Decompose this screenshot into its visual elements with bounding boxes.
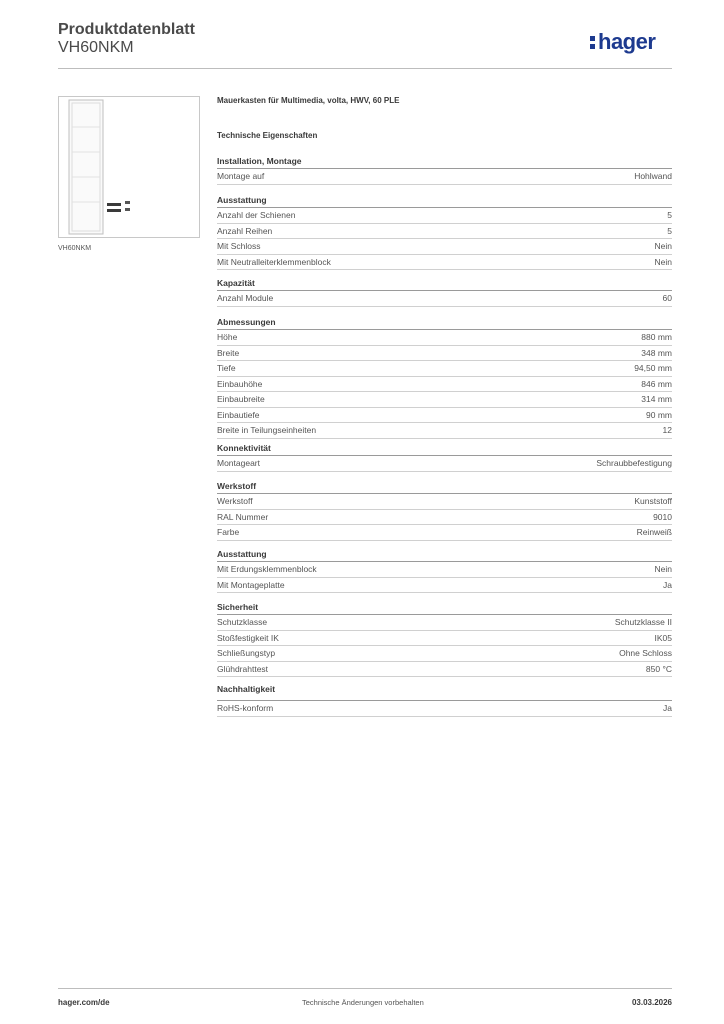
section-title: Werkstoff <box>217 480 672 494</box>
product-image <box>58 96 200 238</box>
spec-label: Montageart <box>217 458 260 468</box>
spec-value: Schraubbefestigung <box>596 458 672 468</box>
section-sicherheit <box>217 601 672 677</box>
spec-label: Glühdrahttest <box>217 663 269 674</box>
spec-value: Ja <box>663 703 672 713</box>
section-kapazitaet <box>217 277 672 307</box>
product-description: Mauerkasten für Multimedia, volta, HWV, 60 PLE <box>217 96 400 105</box>
section-ausstattung-2 <box>217 548 672 593</box>
spec-label: Mit Montageplatte <box>217 579 285 590</box>
logo-dots-icon <box>590 32 596 50</box>
spec-value: Reinweiß <box>636 527 672 537</box>
footer-website: hager.com/de <box>58 998 110 1007</box>
page-title: Produktdatenblatt <box>58 21 195 38</box>
spec-label: Anzahl Module <box>217 293 274 303</box>
spec-label: Mit Neutralleiterklemmenblock <box>217 256 331 267</box>
spec-row <box>217 525 672 541</box>
spec-row <box>217 330 672 346</box>
spec-row <box>217 510 672 526</box>
tech-heading: Technische Eigenschaften <box>217 131 318 140</box>
spec-value: 846 mm <box>641 378 672 389</box>
spec-row <box>217 646 672 662</box>
spec-value: 5 <box>667 225 672 236</box>
header-divider <box>58 68 672 69</box>
spec-value: 60 <box>662 293 672 303</box>
spec-row <box>217 494 672 510</box>
spec-label: Werkstoff <box>217 496 253 506</box>
spec-value: 880 mm <box>641 332 672 342</box>
spec-label: Schließungstyp <box>217 648 276 658</box>
spec-row <box>217 346 672 362</box>
spec-label: Stoßfestigkeit IK <box>217 632 279 643</box>
spec-value: Ohne Schloss <box>619 648 672 658</box>
spec-row <box>217 361 672 377</box>
footer-date: 03.03.2026 <box>631 998 672 1007</box>
spec-label: RAL Nummer <box>217 511 269 522</box>
spec-label: Einbaubreite <box>217 394 265 404</box>
spec-label: Anzahl der Schienen <box>217 210 296 220</box>
spec-value: 850 °C <box>645 663 672 674</box>
image-caption: VH60NKM <box>58 245 92 252</box>
spec-value: 12 <box>662 425 672 435</box>
spec-value: 94,50 mm <box>634 363 672 373</box>
spec-row <box>217 377 672 393</box>
product-code: VH60NKM <box>58 39 134 56</box>
spec-value: Schutzklasse II <box>614 617 672 627</box>
section-title: Ausstattung <box>217 548 672 562</box>
spec-value: 9010 <box>653 511 672 522</box>
section-title: Ausstattung <box>217 194 672 208</box>
spec-value: 90 mm <box>646 409 672 420</box>
spec-value: 348 mm <box>641 347 672 358</box>
section-title: Nachhaltigkeit <box>217 683 672 701</box>
spec-label: Schutzklasse <box>217 617 268 627</box>
spec-label: Breite <box>217 347 240 358</box>
spec-value: IK05 <box>654 632 672 643</box>
spec-label: Anzahl Reihen <box>217 225 273 236</box>
spec-row <box>217 456 672 472</box>
spec-value: 5 <box>667 210 672 220</box>
footer-divider <box>58 988 672 989</box>
spec-value: Nein <box>654 241 672 251</box>
enclosure-illustration <box>59 97 199 237</box>
spec-row <box>217 408 672 424</box>
footer-note: Technische Änderungen vorbehalten <box>302 998 424 1007</box>
spec-label: Breite in Teilungseinheiten <box>217 425 317 435</box>
spec-label: Montage auf <box>217 171 265 181</box>
spec-label: Höhe <box>217 332 238 342</box>
spec-label: Mit Schloss <box>217 241 261 251</box>
logo-text: hager <box>598 29 656 54</box>
spec-row <box>217 291 672 307</box>
spec-row <box>217 662 672 678</box>
spec-label: Einbautiefe <box>217 409 260 420</box>
spec-row <box>217 631 672 647</box>
spec-row <box>217 392 672 408</box>
spec-label: Einbauhöhe <box>217 378 263 389</box>
section-abmessungen <box>217 316 672 439</box>
spec-row <box>217 255 672 271</box>
spec-row <box>217 578 672 594</box>
spec-row <box>217 169 672 185</box>
spec-label: RoHS-konform <box>217 703 274 713</box>
section-title: Abmessungen <box>217 316 672 330</box>
spec-row <box>217 423 672 439</box>
spec-value: Ja <box>663 579 672 590</box>
spec-row <box>217 208 672 224</box>
section-title: Kapazität <box>217 277 672 291</box>
spec-label: Mit Erdungsklemmenblock <box>217 564 317 574</box>
spec-row <box>217 239 672 255</box>
spec-row <box>217 701 672 717</box>
section-title: Sicherheit <box>217 601 672 615</box>
spec-value: Kunststoff <box>634 496 672 506</box>
brand-logo <box>590 29 655 55</box>
spec-row <box>217 562 672 578</box>
spec-label: Tiefe <box>217 363 236 373</box>
section-title: Konnektivität <box>217 442 672 456</box>
spec-value: Hohlwand <box>634 171 672 181</box>
section-nachhaltigkeit <box>217 683 672 717</box>
section-konnektivitaet <box>217 442 672 472</box>
spec-row <box>217 615 672 631</box>
spec-value: Nein <box>654 256 672 267</box>
spec-label: Farbe <box>217 527 240 537</box>
spec-value: Nein <box>654 564 672 574</box>
section-werkstoff <box>217 480 672 541</box>
section-installation <box>217 155 672 185</box>
section-title: Installation, Montage <box>217 155 672 169</box>
spec-row <box>217 224 672 240</box>
section-ausstattung <box>217 194 672 270</box>
spec-value: 314 mm <box>641 394 672 404</box>
